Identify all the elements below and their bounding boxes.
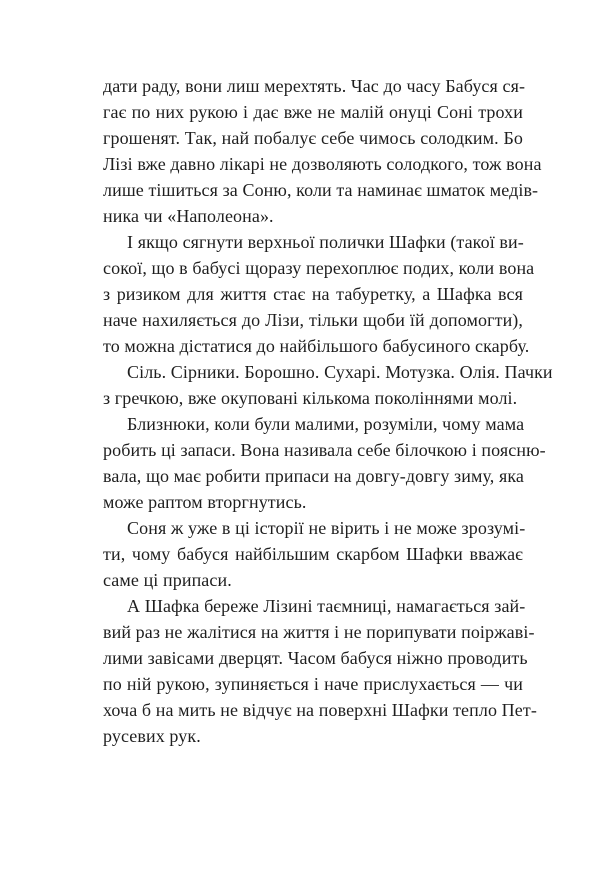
text-line: сокої, що в бабусі щоразу перехоплює подих, коли вона <box>103 258 535 278</box>
text-line: хоча б на мить не відчує на поверхні Шафки тепло Пет- <box>103 700 537 720</box>
text-line: робить ці запаси. Вона називала себе білочкою і поясню- <box>103 440 546 460</box>
text-line: ника чи «Наполеона». <box>103 206 274 226</box>
paragraph-first-line: А Шафка береже Лізині таємниці, намагається зай- <box>127 596 526 616</box>
text-line: може раптом вторгнутись. <box>103 492 307 512</box>
text-line: по ній рукою, зупиняється і наче прислухається — чи <box>103 674 523 694</box>
text-line: саме ці припаси. <box>103 570 232 590</box>
paragraph-first-line: Соня ж уже в ці історії не вірить і не може зрозумі- <box>127 518 526 538</box>
paragraph-first-line: Сіль. Сірники. Борошно. Сухарі. Мотузка. Олія. Пачки <box>127 362 553 382</box>
text-line: вий раз не жалітися на життя і не порипувати поіржаві- <box>103 622 535 642</box>
text-line: дати раду, вони лиш мерехтять. Час до часу Бабуся ся- <box>103 76 526 96</box>
text-line: вала, що має робити припаси на довгу-довгу зиму, яка <box>103 466 524 486</box>
text-line: Лізі вже давно лікарі не дозволяють солодкого, тож вона <box>103 154 542 174</box>
text-line: лими завісами дверцят. Часом бабуся ніжно проводить <box>103 648 528 668</box>
text-line: з ризиком для життя стає на табуретку, а Шафка вся <box>103 284 523 304</box>
text-line: то можна дістатися до найбільшого бабусиного скарбу. <box>103 336 530 356</box>
text-line: ти, чому бабуся найбільшим скарбом Шафки вважає <box>103 544 523 564</box>
text-line: лише тішиться за Соню, коли та наминає шматок медів- <box>103 180 539 200</box>
text-line: гає по них рукою і дає вже не малій онуці Соні трохи <box>103 102 523 122</box>
text-line: наче нахиляється до Лізи, тільки щоби їй допомогти), <box>103 310 523 330</box>
text-line: грошенят. Так, най побалує себе чимось солодким. Бо <box>103 128 523 148</box>
text-line: русевих рук. <box>103 726 201 746</box>
paragraph-first-line: І якщо сягнути верхньої полички Шафки (такої ви- <box>127 232 524 252</box>
text-line: з гречкою, вже окупованi кількома поколіннями молі. <box>103 388 518 408</box>
paragraph-first-line: Близнюки, коли були малими, розуміли, чому мама <box>127 414 525 434</box>
